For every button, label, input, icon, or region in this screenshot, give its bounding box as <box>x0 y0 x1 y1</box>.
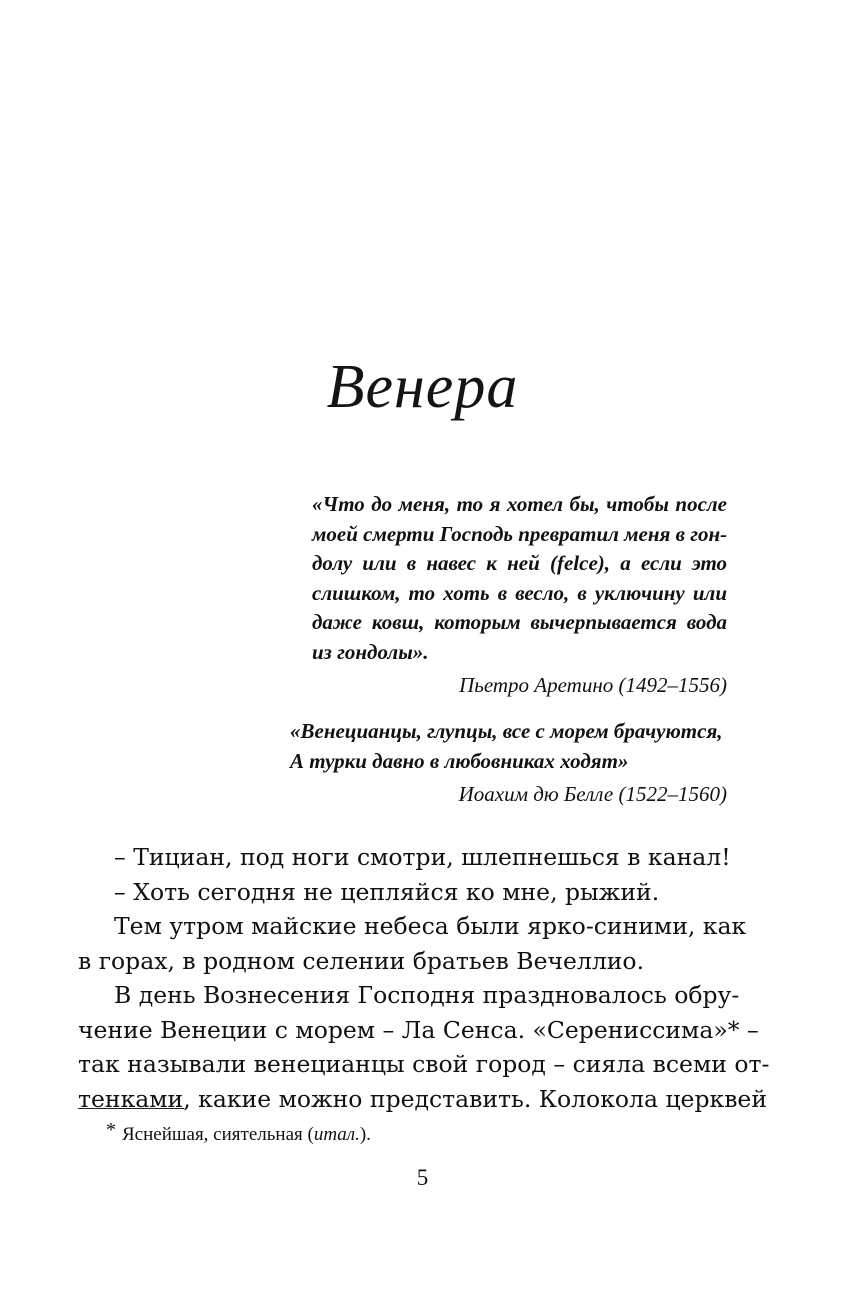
epigraph-aretino <box>312 490 727 698</box>
dialogue-line: – Хоть сегодня не цепляйся ко мне, рыжий. <box>114 877 660 906</box>
epigraph-du-bellay <box>290 717 727 807</box>
footnote-close: ). <box>359 1124 371 1145</box>
footnote <box>106 1119 371 1146</box>
epigraph-line: моей смерти Господь превратил меня в гон- <box>312 521 728 546</box>
footnote-marker: * <box>106 1119 116 1141</box>
dialogue-line: – Тициан, под ноги смотри, шлепнешься в канал! <box>114 843 731 871</box>
paragraph-line: тенками, какие можно представить. Колокола церквей <box>78 1084 767 1113</box>
chapter-title: Венера <box>326 353 519 421</box>
epigraph-line: «Венецианцы, глупцы, все с морем брачуются, <box>290 719 723 743</box>
epigraph-line: слишком, то хоть в весло, в уключину или <box>312 580 727 605</box>
footnote-text: Яснейшая, сиятельная ( <box>122 1124 314 1145</box>
epigraph-line: «Что до меня, то я хотел бы, чтобы после <box>312 492 727 516</box>
epigraph-line: А турки давно в любовниках ходят» <box>290 748 629 773</box>
page-number: 5 <box>416 1165 429 1190</box>
epigraph-author: Пьетро Аретино (1492–1556) <box>459 673 727 697</box>
footnote-divider <box>78 1108 184 1109</box>
paragraph-line: так называли венецианцы свой город – сияла всеми от- <box>78 1050 770 1078</box>
epigraph-line: долу или в навес к ней (felce), а если это <box>312 551 727 575</box>
epigraph-line: из гондолы». <box>312 639 429 664</box>
paragraph-line: в горах, в родном селении братьев Вечеллио. <box>78 946 645 975</box>
body-text <box>78 840 770 1116</box>
paragraph-line: чение Венеции с морем – Ла Сенса. «Серениссима»* – <box>78 1015 759 1044</box>
paragraph-line: В день Вознесения Господня праздновалось обру- <box>114 981 740 1009</box>
footnote-abbr: итал. <box>313 1124 360 1145</box>
epigraph-line: даже ковш, которым вычерпывается вода <box>312 610 727 634</box>
epigraph-author: Иоахим дю Белле (1522–1560) <box>458 782 727 806</box>
paragraph-line: Тем утром майские небеса были ярко-синими, как <box>114 912 747 940</box>
